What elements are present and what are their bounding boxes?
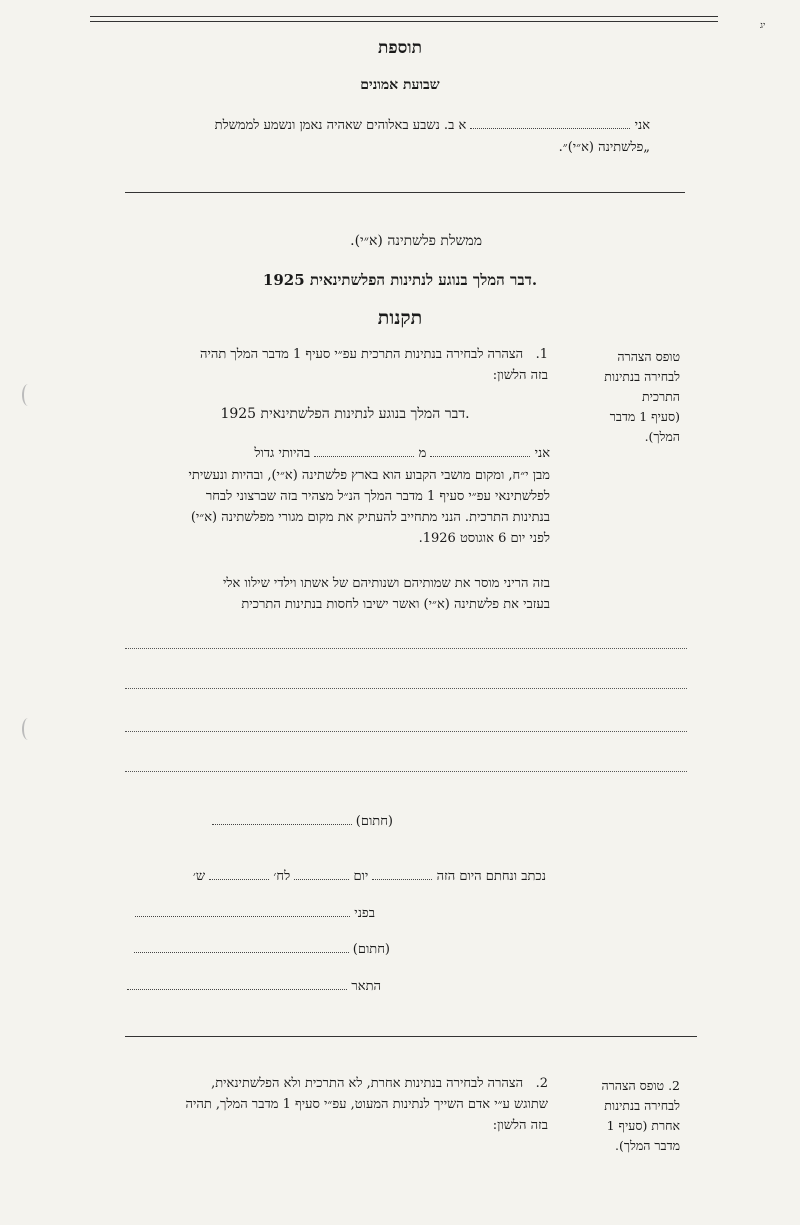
section-1-intro-line2: בזה הלשון: xyxy=(492,368,548,383)
declaration-body xyxy=(118,465,550,549)
regulations-title: תקנות xyxy=(377,307,423,329)
written-row xyxy=(180,868,546,884)
decl-line-4: בנתינות התרכית. הנני מתחייב להעתיק את מקום מגורי מפלשתינה (א״י) xyxy=(190,510,550,525)
section-2-body xyxy=(118,1073,548,1136)
title-label: התאר xyxy=(351,979,381,994)
title-row xyxy=(125,978,381,994)
separator-2 xyxy=(125,1036,697,1037)
signature2-fill xyxy=(134,951,349,953)
margin-line: 2. טופס הצהרה xyxy=(601,1078,680,1093)
margin-line: מדבר המלך). xyxy=(615,1138,680,1153)
signature-fill xyxy=(212,823,352,825)
signature2-label: (חתום) xyxy=(352,942,390,957)
margin-line: טופס הצהרה xyxy=(617,349,680,364)
oath-line-2: „פלשתינה (א״י)״. xyxy=(558,140,650,155)
section-2-line-1: הצהרה לבחירה בנתינות אחרת, לא התרכית ולא הפלשתינאית, xyxy=(211,1076,524,1091)
punch-mark xyxy=(22,384,34,406)
month-label: לח׳ xyxy=(273,869,291,884)
top-rule-2 xyxy=(90,21,718,22)
title-fill xyxy=(127,988,347,990)
section-1-margin-note xyxy=(596,347,680,447)
decl-adult: בהיותי גדול xyxy=(254,446,311,461)
oath-ani: אני xyxy=(634,118,650,133)
signature-label: (חתום) xyxy=(355,814,393,829)
name-fill-line xyxy=(470,127,630,129)
oath-line-1 xyxy=(120,117,650,133)
section-2-line-2: שתוגש ע״י אדם השייך לנתינות המעוט, עפ״י סעיף 1 מדבר המלך, תהיה xyxy=(185,1097,548,1112)
section-2-line-3: בזה הלשון: xyxy=(492,1118,548,1133)
margin-line: (סעיף 1 מדבר xyxy=(609,409,680,424)
section-1-number: 1. xyxy=(535,347,548,362)
margin-line: אחרת (סעיף 1 xyxy=(606,1118,680,1133)
year-fill xyxy=(209,878,269,880)
signature-row xyxy=(200,813,393,829)
before-label: בפני xyxy=(354,906,375,921)
section-2-margin-note xyxy=(596,1076,680,1156)
declaration-line-1 xyxy=(118,443,550,464)
section-1-intro-line1: הצהרה לבחירה בנתינות התרכית עפ״י סעיף 1 מדבר המלך תהיה xyxy=(199,347,524,362)
margin-line: לבחירה בנתינות xyxy=(604,1098,680,1113)
margin-line: לבחירה בנתינות xyxy=(604,369,680,384)
decl-name-fill xyxy=(430,455,530,457)
fill-line xyxy=(125,648,687,649)
signature2-row xyxy=(125,941,390,957)
order-title: דבר המלך בנוגע לנתינות הפלשתינאית 1925. xyxy=(262,271,538,289)
oath-title: שבועת אמונים xyxy=(360,77,440,93)
written-label: נכתב ונחתם היום הזה xyxy=(436,869,546,884)
day-label: יום xyxy=(353,869,369,884)
fill-line xyxy=(125,771,687,772)
oath-text: א ב. נשבע באלוהים שאהיה נאמן ונשמע לממשלת xyxy=(214,118,467,133)
year-label: ש׳ xyxy=(192,869,206,884)
section-2-number: 2. xyxy=(535,1076,548,1091)
family-line-2: בעזבי את פלשתינה (א״י) ואשר ישיבו לחסות בנתינות התרכית xyxy=(241,597,550,612)
separator-1 xyxy=(125,192,685,193)
margin-line: המלך). xyxy=(644,429,680,444)
section-1-intro xyxy=(118,344,548,386)
before-row xyxy=(125,905,375,921)
decl-ani: אני xyxy=(534,446,550,461)
decl-line-5: לפני יום 6 אוגוסט 1926. xyxy=(418,531,550,546)
margin-line: התרכית xyxy=(642,389,680,404)
decl-m: מ xyxy=(418,446,427,461)
family-paragraph xyxy=(118,573,550,615)
punch-mark xyxy=(22,718,34,740)
decl-line-3: לפלשתינאי עפ״י סעיף 1 מדבר המלך הנ״ל מצהיר בזה שברצוני לבחר xyxy=(205,489,550,504)
top-rule xyxy=(90,16,718,17)
decl-origin-fill xyxy=(314,455,414,457)
form-title: דבר המלך בנוגע לנתינות הפלשתינאית 1925. xyxy=(220,406,470,422)
day-fill xyxy=(372,878,432,880)
decl-line-2: מבן י״ח, ומקום מושבי הקבוע הוא בארץ פלשתינה (א״י), ובהיות ונעשיתי xyxy=(188,468,550,483)
government-title: ממשלת פלשתינה (א״י). xyxy=(350,233,482,249)
page-number: יג xyxy=(760,21,766,31)
before-fill xyxy=(135,915,350,917)
month-fill xyxy=(294,878,349,880)
family-line-1: בזה הריני מוסר את שמותיהם ושנותיהם של אשתו וילדי שילוו אלי xyxy=(223,576,550,591)
fill-line xyxy=(125,688,687,689)
fill-line xyxy=(125,731,687,732)
page-heading: תוספת xyxy=(377,38,422,58)
